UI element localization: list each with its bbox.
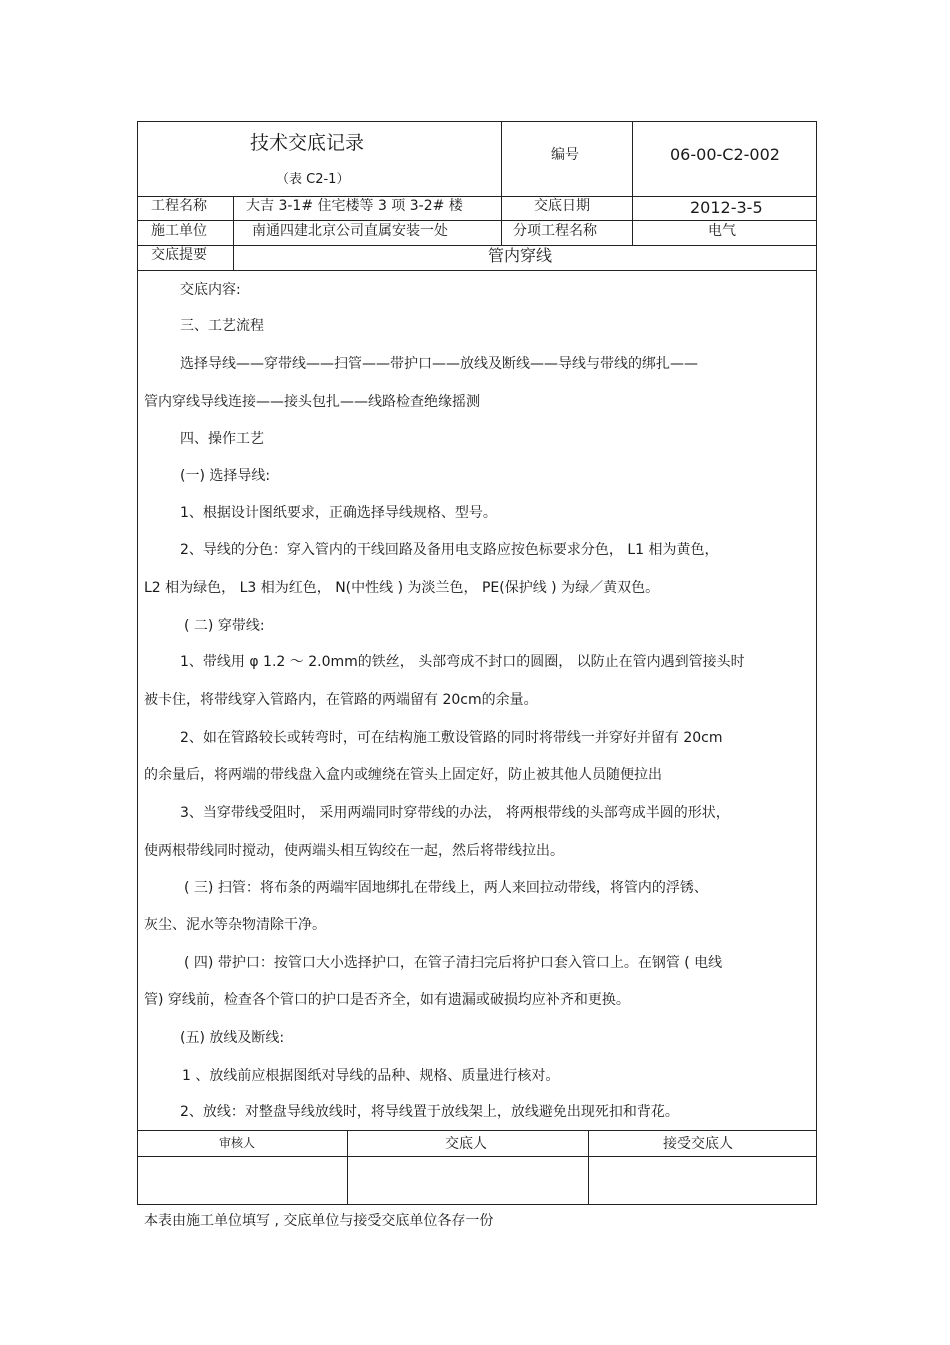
form-subtitle: （表 C2-1） xyxy=(276,172,350,187)
content-line: ( 三) 扫管：将布条的两端牢固地绑扎在带线上，两人来回拉动带线，将管内的浮锈、 xyxy=(184,880,708,896)
number-value: 06-00-C2-002 xyxy=(670,145,780,164)
content-line: 使两根带线同时搅动，使两端头相互钩绞在一起，然后将带线拉出。 xyxy=(144,843,564,859)
row-divider-summary xyxy=(137,270,817,271)
col-divider-sign-2 xyxy=(588,1130,589,1205)
content-line: 管) 穿线前，检查各个管口的护口是否齐全，如有遗漏或破损均应补齐和更换。 xyxy=(144,992,630,1008)
content-line: ( 四) 带护口：按管口大小选择护口，在管子清扫完后将护口套入管口上。在钢管 ( 电线 xyxy=(184,955,723,971)
col-divider-sign-1 xyxy=(347,1130,348,1205)
content-line: 2、导线的分色：穿入管内的干线回路及备用电支路应按色标要求分色， L1 相为黄色， xyxy=(180,542,719,558)
receiver-label: 接受交底人 xyxy=(663,1136,733,1152)
footer-note: 本表由施工单位填写 , 交底单位与接受交底单位各存一份 xyxy=(144,1213,494,1229)
row-divider-header xyxy=(137,196,817,197)
unit-value: 南通四建北京公司直属安装一处 xyxy=(252,223,448,239)
section-heading: 四、操作工艺 xyxy=(180,431,264,447)
content-heading: 交底内容: xyxy=(180,282,241,298)
content-line: 3、当穿带线受阻时， 采用两端同时穿带线的办法， 将两根带线的头部弯成半圆的形状， xyxy=(180,805,730,821)
content-line: 2、放线：对整盘导线放线时，将导线置于放线架上，放线避免出现死扣和背花。 xyxy=(180,1104,679,1120)
summary-value: 管内穿线 xyxy=(488,246,553,265)
content-line: L2 相为绿色， L3 相为红色， N(中性线 ) 为淡兰色， PE(保护线 ) 为绿／黄双色。 xyxy=(144,580,660,596)
content-line: 1、根据设计图纸要求，正确选择导线规格、型号。 xyxy=(180,505,497,521)
sub-heading: ( 二) 穿带线: xyxy=(184,618,265,634)
sub-project-label: 分项工程名称 xyxy=(513,223,597,239)
col-divider-number xyxy=(632,121,633,245)
sub-heading: (五) 放线及断线: xyxy=(180,1030,285,1046)
content-line: 的余量后，将两端的带线盘入盒内或缠绕在管头上固定好，防止被其他人员随便拉出 xyxy=(144,767,662,783)
content-line: 2、如在管路较长或转弯时，可在结构施工敷设管路的同时将带线一并穿好并留有 20cm xyxy=(180,730,723,746)
content-line: 被卡住，将带线穿入管路内，在管路的两端留有 20cm的余量。 xyxy=(144,692,538,708)
row-divider-content xyxy=(137,1130,817,1131)
unit-label: 施工单位 xyxy=(151,223,207,239)
content-line: 1 、放线前应根据图纸对导线的品种、规格、质量进行核对。 xyxy=(182,1068,560,1084)
row-divider-signature xyxy=(137,1156,817,1157)
date-label: 交底日期 xyxy=(534,198,590,214)
content-line: 管内穿线导线连接——接头包扎——线路检查绝缘摇测 xyxy=(144,394,480,410)
content-line: 灰尘、泥水等杂物清除干净。 xyxy=(144,917,326,933)
discloser-label: 交底人 xyxy=(445,1136,487,1152)
section-heading: 三、工艺流程 xyxy=(180,318,264,334)
row-divider-project xyxy=(137,220,817,221)
sub-heading: (一) 选择导线: xyxy=(180,468,271,484)
reviewer-label: 审核人 xyxy=(219,1136,256,1150)
project-name-value: 大吉 3-1# 住宅楼等 3 项 3-2# 楼 xyxy=(246,198,463,214)
project-name-label: 工程名称 xyxy=(151,198,207,214)
col-divider-label xyxy=(233,196,234,270)
date-value: 2012-3-5 xyxy=(690,198,763,217)
content-line: 1、带线用 φ 1.2 ～ 2.0mm的铁丝， 头部弯成不封口的圆圈， 以防止在管内遇到管接头时 xyxy=(180,654,745,670)
content-line: 选择导线——穿带线——扫管——带护口——放线及断线——导线与带线的绑扎—— xyxy=(180,356,698,372)
sub-project-value: 电气 xyxy=(708,223,736,239)
row-divider-unit xyxy=(137,245,817,246)
number-label: 编号 xyxy=(551,147,579,163)
col-divider-title xyxy=(501,121,502,245)
summary-label: 交底提要 xyxy=(151,247,207,263)
form-title: 技术交底记录 xyxy=(250,132,365,154)
